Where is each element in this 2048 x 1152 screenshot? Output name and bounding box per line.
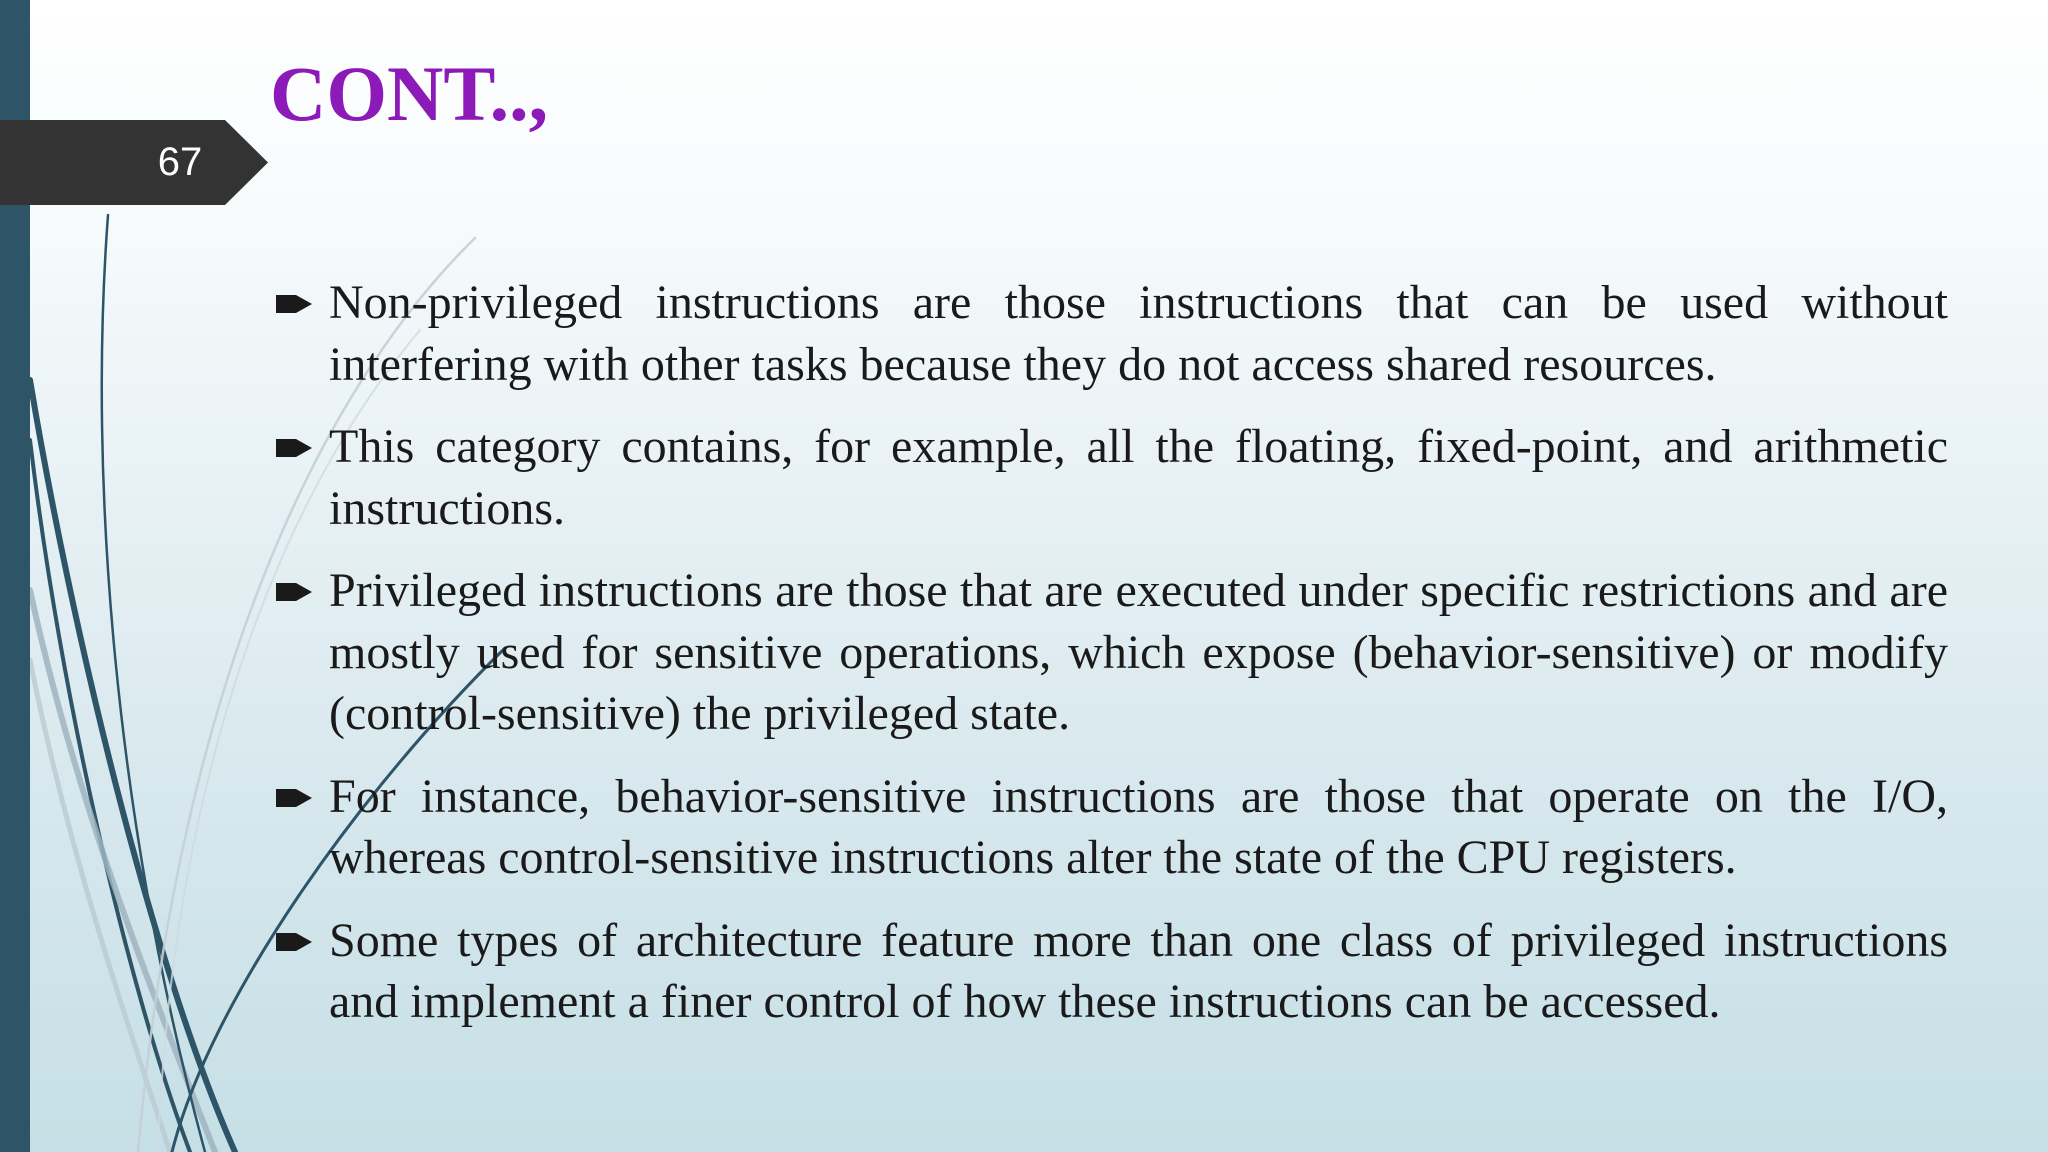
arrow-bullet-icon <box>274 580 314 604</box>
bullet-text: This category contains, for example, all the floating, fixed-point, and arithmetic instructions. <box>329 420 1948 535</box>
arrow-bullet-icon <box>274 786 314 810</box>
arrow-bullet-icon <box>274 436 314 460</box>
bullet-list <box>272 272 1948 1054</box>
bullet-item <box>272 560 1948 745</box>
bullet-item <box>272 272 1948 395</box>
arrow-bullet-icon <box>274 292 314 316</box>
bullet-text: Privileged instructions are those that are executed under specific restrictions and are mostly used for sensitive operations, which expose (behavior-sensitive) or modify (control-sensitive) the privileged state. <box>329 564 1948 740</box>
page-number: 67 <box>157 140 203 184</box>
bullet-text: Some types of architecture feature more than one class of privileged instructions and implement a finer control of how these instructions can be accessed. <box>329 913 1948 1028</box>
slide-title: CONT.., <box>270 50 549 137</box>
bullet-text: Non-privileged instructions are those instructions that can be used without interfering with other tasks because they do not access shared resources. <box>329 276 1948 391</box>
arrow-bullet-icon <box>274 930 314 954</box>
bullet-item <box>272 910 1948 1033</box>
bullet-item <box>272 766 1948 889</box>
bullet-text: For instance, behavior-sensitive instructions are those that operate on the I/O, whereas control-sensitive instructions alter the state of the CPU registers. <box>329 769 1948 884</box>
bullet-item <box>272 416 1948 539</box>
